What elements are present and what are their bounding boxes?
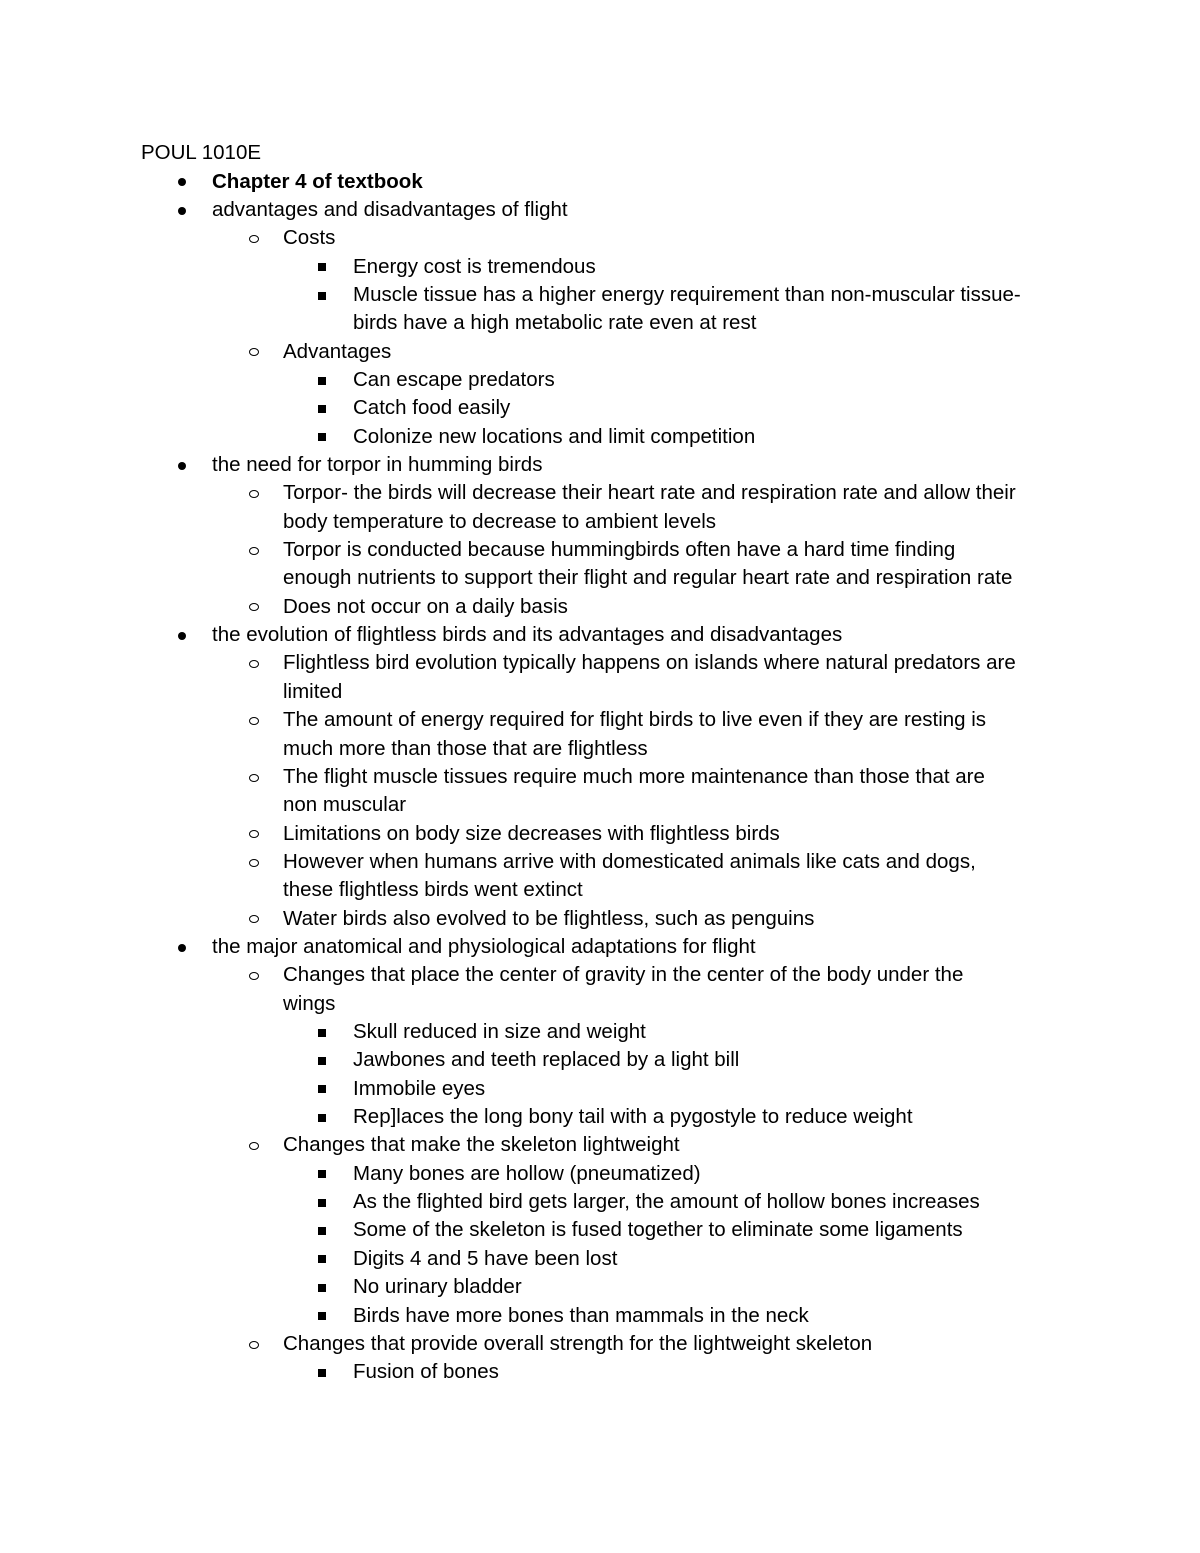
outline-item-continuation: limited bbox=[283, 679, 343, 703]
outline-item-level-2: Does not occur on a daily basis bbox=[283, 594, 568, 618]
outline-item-level-3: Fusion of bones bbox=[353, 1360, 499, 1384]
bullet-square-icon bbox=[318, 1085, 326, 1093]
outline-item-continuation: birds have a high metabolic rate even at rest bbox=[353, 311, 757, 335]
outline-item-level-1: the major anatomical and physiological adaptations for flight bbox=[212, 934, 756, 958]
outline-item-level-3: Colonize new locations and limit competition bbox=[353, 424, 756, 448]
bullet-square-icon bbox=[318, 1284, 326, 1292]
bullet-circle-icon bbox=[249, 1341, 259, 1349]
outline-item-level-3: Jawbones and teeth replaced by a light bill bbox=[353, 1048, 740, 1072]
bullet-square-icon bbox=[318, 1029, 326, 1037]
outline-item-level-3: Muscle tissue has a higher energy requirement than non-muscular tissue- bbox=[353, 282, 1021, 306]
outline-item-level-2: Costs bbox=[283, 226, 336, 250]
outline-item-level-2: Torpor- the birds will decrease their heart rate and respiration rate and allow their bbox=[283, 481, 1016, 505]
outline-item-level-2: Torpor is conducted because hummingbirds often have a hard time finding bbox=[283, 538, 956, 562]
outline-item-level-2: Changes that place the center of gravity in the center of the body under the bbox=[283, 963, 964, 987]
outline-item-level-3: Rep]laces the long bony tail with a pygostyle to reduce weight bbox=[353, 1105, 913, 1129]
bullet-circle-icon bbox=[249, 915, 259, 923]
bullet-dot-icon bbox=[178, 178, 186, 186]
bullet-square-icon bbox=[318, 1057, 326, 1065]
outline-item-level-2: Changes that make the skeleton lightweight bbox=[283, 1133, 680, 1157]
bullet-square-icon bbox=[318, 263, 326, 271]
outline-item-level-2: Limitations on body size decreases with flightless birds bbox=[283, 821, 780, 845]
bullet-dot-icon bbox=[178, 207, 186, 215]
outline-item-level-2: Changes that provide overall strength for the lightweight skeleton bbox=[283, 1331, 873, 1355]
outline-item-level-2: Water birds also evolved to be flightless, such as penguins bbox=[283, 906, 815, 930]
bullet-circle-icon bbox=[249, 603, 259, 611]
bullet-dot-icon bbox=[178, 462, 186, 470]
outline-item-level-3: Catch food easily bbox=[353, 396, 511, 420]
bullet-circle-icon bbox=[249, 1142, 259, 1150]
bullet-square-icon bbox=[318, 1255, 326, 1263]
outline-item-level-3: Birds have more bones than mammals in the neck bbox=[353, 1303, 809, 1327]
bullet-square-icon bbox=[318, 433, 326, 441]
outline-item-level-2: However when humans arrive with domesticated animals like cats and dogs, bbox=[283, 849, 976, 873]
bullet-circle-icon bbox=[249, 660, 259, 668]
outline-item-level-3: Digits 4 and 5 have been lost bbox=[353, 1246, 618, 1270]
outline-item-continuation: enough nutrients to support their flight and regular heart rate and respiration rate bbox=[283, 566, 1013, 590]
bullet-circle-icon bbox=[249, 547, 259, 555]
outline-item-continuation: body temperature to decrease to ambient levels bbox=[283, 509, 717, 533]
outline-item-level-1: Chapter 4 of textbook bbox=[212, 169, 423, 193]
bullet-square-icon bbox=[318, 1199, 326, 1207]
bullet-circle-icon bbox=[249, 717, 259, 725]
bullet-circle-icon bbox=[249, 859, 259, 867]
bullet-dot-icon bbox=[178, 632, 186, 640]
outline-item-level-1: the need for torpor in humming birds bbox=[212, 453, 543, 476]
bullet-square-icon bbox=[318, 1114, 326, 1122]
bullet-circle-icon bbox=[249, 490, 259, 498]
outline-item-level-3: Can escape predators bbox=[353, 367, 555, 391]
outline-item-level-3: Skull reduced in size and weight bbox=[353, 1020, 646, 1043]
outline-item-level-3: Many bones are hollow (pneumatized) bbox=[353, 1161, 701, 1185]
course-title: POUL 1010E bbox=[141, 141, 262, 164]
outline-item-level-3: Some of the skeleton is fused together to eliminate some ligaments bbox=[353, 1218, 963, 1242]
bullet-square-icon bbox=[318, 1312, 326, 1320]
bullet-square-icon bbox=[318, 1170, 326, 1178]
bullet-square-icon bbox=[318, 1369, 326, 1377]
bullet-square-icon bbox=[318, 292, 326, 300]
outline-item-level-2: Advantages bbox=[283, 339, 392, 363]
bullet-square-icon bbox=[318, 377, 326, 385]
outline-item-continuation: wings bbox=[283, 991, 336, 1015]
bullet-square-icon bbox=[318, 405, 326, 413]
bullet-square-icon bbox=[318, 1227, 326, 1235]
outline-item-continuation: non muscular bbox=[283, 793, 407, 817]
outline-item-level-3: As the flighted bird gets larger, the amount of hollow bones increases bbox=[353, 1190, 980, 1214]
outline-item-level-2: Flightless bird evolution typically happens on islands where natural predators are bbox=[283, 651, 1016, 675]
outline-item-level-2: The flight muscle tissues require much more maintenance than those that are bbox=[283, 764, 985, 788]
bullet-circle-icon bbox=[249, 830, 259, 838]
outline-item-continuation: much more than those that are flightless bbox=[283, 736, 648, 760]
bullet-circle-icon bbox=[249, 774, 259, 782]
outline-item-level-1: the evolution of flightless birds and its advantages and disadvantages bbox=[212, 623, 843, 647]
outline-item-continuation: these flightless birds went extinct bbox=[283, 878, 583, 902]
bullet-circle-icon bbox=[249, 348, 259, 356]
bullet-circle-icon bbox=[249, 972, 259, 980]
bullet-circle-icon bbox=[249, 235, 259, 243]
outline-item-level-2: The amount of energy required for flight birds to live even if they are resting is bbox=[283, 708, 987, 732]
bullet-dot-icon bbox=[178, 944, 186, 952]
outline-item-level-3: Energy cost is tremendous bbox=[353, 254, 596, 278]
outline-item-level-3: Immobile eyes bbox=[353, 1076, 486, 1100]
outline-item-level-1: advantages and disadvantages of flight bbox=[212, 197, 568, 221]
outline-item-level-3: No urinary bladder bbox=[353, 1275, 522, 1299]
